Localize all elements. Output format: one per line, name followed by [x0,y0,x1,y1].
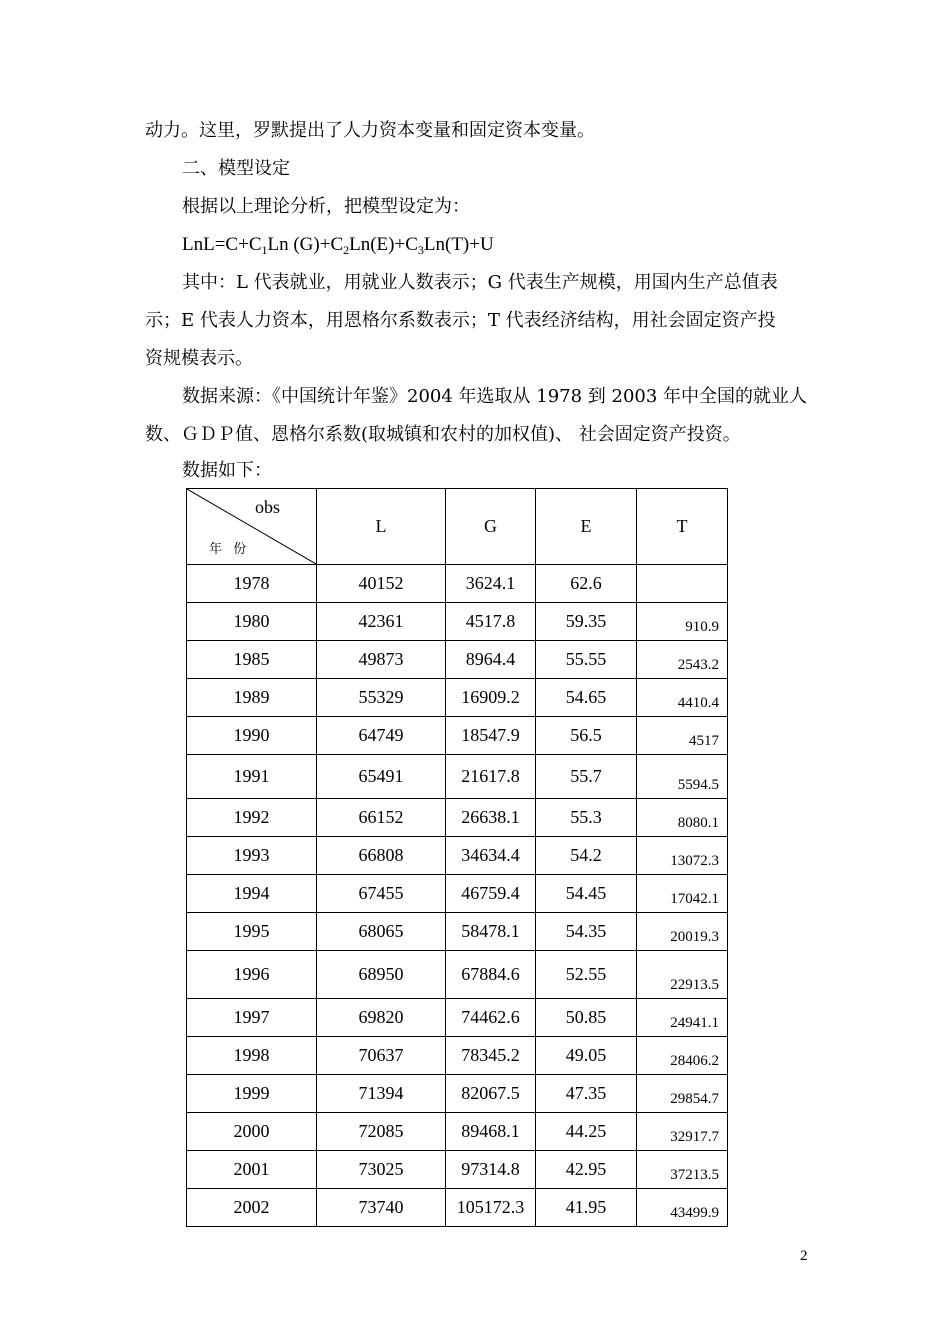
paragraph-source-line2: 数、ＧＤＰ值、恩格尔系数(取城镇和农村的加权值)、 社会固定资产投资。 [145,424,741,445]
paragraph-variables-line1: 其中：L 代表就业，用就业人数表示；G 代表生产规模，用国内生产总值表 [182,272,778,293]
table-row [187,837,728,875]
cell-T: 17042.1 [637,875,728,913]
formula-part: LnL=C+C [182,234,262,255]
cell-G: 89468.1 [446,1113,536,1151]
cell-E: 49.05 [536,1037,637,1075]
cell-T: 29854.7 [637,1075,728,1113]
cell-L: 49873 [317,641,446,679]
cell-T: 5594.5 [637,755,728,799]
cell-L: 73740 [317,1189,446,1227]
cell-E: 44.25 [536,1113,637,1151]
cell-E: 50.85 [536,999,637,1037]
cell-L: 73025 [317,1151,446,1189]
cell-E: 41.95 [536,1189,637,1227]
column-header-E: E [536,489,637,565]
table-row [187,1037,728,1075]
column-header-G: G [446,489,536,565]
cell-L: 40152 [317,565,446,603]
cell-L: 55329 [317,679,446,717]
cell-G: 58478.1 [446,913,536,951]
cell-year: 2001 [187,1151,317,1189]
cell-year: 1992 [187,799,317,837]
cell-L: 42361 [317,603,446,641]
cell-year: 1990 [187,717,317,755]
cell-T: 43499.9 [637,1189,728,1227]
cell-L: 68065 [317,913,446,951]
cell-T: 2543.2 [637,641,728,679]
table-row [187,951,728,999]
cell-E: 62.6 [536,565,637,603]
cell-G: 18547.9 [446,717,536,755]
table-row [187,565,728,603]
cell-T: 910.9 [637,603,728,641]
section-heading: 二、模型设定 [182,158,290,179]
cell-G: 82067.5 [446,1075,536,1113]
cell-G: 105172.3 [446,1189,536,1227]
paragraph-continuation: 动力。这里，罗默提出了人力资本变量和固定资本变量。 [145,120,595,141]
column-header-L: L [317,489,446,565]
cell-year: 1996 [187,951,317,999]
cell-G: 21617.8 [446,755,536,799]
cell-L: 70637 [317,1037,446,1075]
paragraph-source-line1: 数据来源：《中国统计年鉴》2004 年选取从 1978 到 2003 年中全国的就业人 [182,386,808,407]
table-row [187,1075,728,1113]
cell-E: 54.2 [536,837,637,875]
cell-G: 26638.1 [446,799,536,837]
cell-year: 1997 [187,999,317,1037]
table-row [187,679,728,717]
formula-subscript: 1 [261,243,268,257]
cell-T: 32917.7 [637,1113,728,1151]
table-row [187,1151,728,1189]
cell-G: 34634.4 [446,837,536,875]
header-obs-label: obs [254,497,280,517]
cell-G: 74462.6 [446,999,536,1037]
cell-T: 37213.5 [637,1151,728,1189]
cell-E: 56.5 [536,717,637,755]
cell-G: 97314.8 [446,1151,536,1189]
cell-E: 42.95 [536,1151,637,1189]
cell-E: 54.65 [536,679,637,717]
cell-year: 2000 [187,1113,317,1151]
page-number: 2 [800,1248,808,1264]
data-table [186,488,728,1227]
table-row [187,717,728,755]
cell-year: 1998 [187,1037,317,1075]
cell-E: 55.3 [536,799,637,837]
table-row [187,875,728,913]
table-row [187,641,728,679]
cell-L: 72085 [317,1113,446,1151]
table-header-row [187,489,728,565]
cell-T: 24941.1 [637,999,728,1037]
cell-E: 55.55 [536,641,637,679]
cell-year: 1985 [187,641,317,679]
formula-part: Ln (G)+C [267,234,344,255]
cell-G: 78345.2 [446,1037,536,1075]
cell-year: 2002 [187,1189,317,1227]
cell-E: 59.35 [536,603,637,641]
table-header-corner [187,489,317,565]
cell-year: 1993 [187,837,317,875]
cell-L: 69820 [317,999,446,1037]
cell-E: 52.55 [536,951,637,999]
cell-G: 67884.6 [446,951,536,999]
formula-subscript: 2 [343,243,350,257]
table-row [187,999,728,1037]
formula-part: Ln(T)+U [423,234,494,255]
cell-G: 8964.4 [446,641,536,679]
cell-G: 46759.4 [446,875,536,913]
cell-E: 54.45 [536,875,637,913]
column-header-T: T [637,489,728,565]
cell-G: 4517.8 [446,603,536,641]
cell-T: 28406.2 [637,1037,728,1075]
cell-T: 20019.3 [637,913,728,951]
model-formula [182,232,494,263]
cell-G: 3624.1 [446,565,536,603]
cell-G: 16909.2 [446,679,536,717]
cell-year: 1999 [187,1075,317,1113]
formula-part: Ln(E)+C [349,234,418,255]
paragraph-data-intro: 数据如下： [182,460,272,481]
table-row [187,913,728,951]
table-row [187,1189,728,1227]
paragraph-intro: 根据以上理论分析，把模型设定为： [182,196,470,217]
cell-year: 1978 [187,565,317,603]
diagonal-divider [187,489,316,564]
cell-T: 13072.3 [637,837,728,875]
cell-T: 4517 [637,717,728,755]
cell-year: 1995 [187,913,317,951]
table-row [187,603,728,641]
cell-L: 67455 [317,875,446,913]
cell-year: 1989 [187,679,317,717]
table-row [187,799,728,837]
cell-year: 1980 [187,603,317,641]
cell-T: 8080.1 [637,799,728,837]
cell-year: 1994 [187,875,317,913]
table-row [187,1113,728,1151]
cell-E: 47.35 [536,1075,637,1113]
cell-L: 66152 [317,799,446,837]
cell-T [637,565,728,603]
cell-L: 68950 [317,951,446,999]
cell-L: 66808 [317,837,446,875]
cell-T: 4410.4 [637,679,728,717]
table-body [187,565,728,1227]
paragraph-variables-line3: 资规模表示。 [145,348,253,369]
cell-E: 54.35 [536,913,637,951]
formula-subscript: 3 [417,243,424,257]
cell-year: 1991 [187,755,317,799]
header-year-label: 年 份 [209,541,251,556]
cell-L: 71394 [317,1075,446,1113]
cell-L: 64749 [317,717,446,755]
cell-L: 65491 [317,755,446,799]
cell-T: 22913.5 [637,951,728,999]
cell-E: 55.7 [536,755,637,799]
table-row [187,755,728,799]
paragraph-variables-line2: 示；E 代表人力资本，用恩格尔系数表示；T 代表经济结构，用社会固定资产投 [145,310,776,331]
